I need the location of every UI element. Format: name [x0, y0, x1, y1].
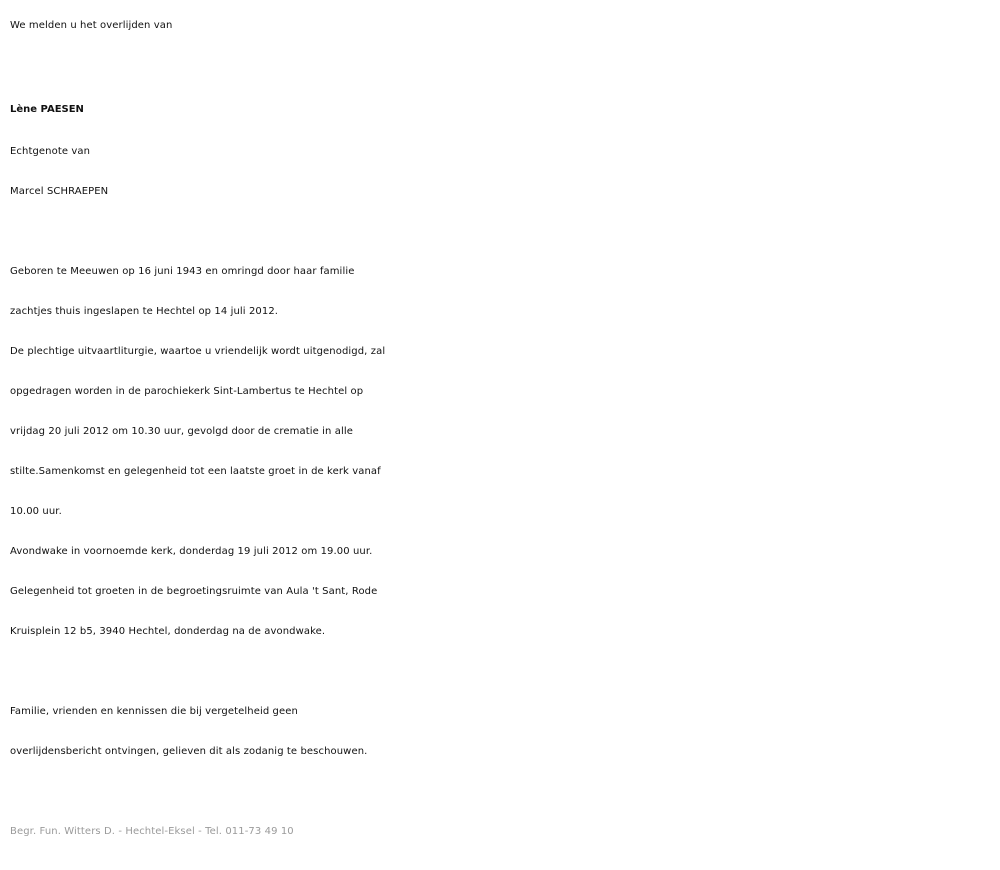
spacer [10, 772, 995, 812]
body-line: stilte.Samenkomst en gelegenheid tot een laatste groet in de kerk vanaf [10, 466, 381, 477]
closing-line: Familie, vrienden en kennissen die bij vergetelheid geen [10, 706, 298, 717]
body-line: Avondwake in voornoemde kerk, donderdag 19 juli 2012 om 19.00 uur. [10, 546, 373, 557]
funeral-home-footer: Begr. Fun. Witters D. - Hechtel-Eksel - Tel. 011-73 49 10 [10, 826, 294, 837]
intro-text: We melden u het overlijden van [10, 20, 173, 31]
spacer [10, 652, 995, 692]
body-line: 10.00 uur. [10, 506, 62, 517]
body-line: opgedragen worden in de parochiekerk Sint-Lambertus te Hechtel op [10, 386, 364, 397]
death-notice [10, 6, 995, 852]
deceased-name: Lène PAESEN [10, 104, 84, 115]
body-line: Kruisplein 12 b5, 3940 Hechtel, donderdag na de avondwake. [10, 626, 326, 637]
closing-paragraph [10, 692, 995, 772]
spouse-name: Marcel SCHRAEPEN [10, 186, 109, 197]
relation-text: Echtgenote van [10, 146, 91, 157]
body-line: vrijdag 20 juli 2012 om 10.30 uur, gevolgd door de crematie in alle [10, 426, 353, 437]
spacer [10, 212, 995, 252]
spacer [10, 46, 995, 86]
body-paragraph [10, 252, 995, 652]
body-line: zachtjes thuis ingeslapen te Hechtel op 14 juli 2012. [10, 306, 279, 317]
body-line: De plechtige uitvaartliturgie, waartoe u vriendelijk wordt uitgenodigd, zal [10, 346, 386, 357]
closing-line: overlijdensbericht ontvingen, gelieven dit als zodanig te beschouwen. [10, 746, 368, 757]
body-line: Geboren te Meeuwen op 16 juni 1943 en omringd door haar familie [10, 266, 355, 277]
body-line: Gelegenheid tot groeten in de begroetingsruimte van Aula 't Sant, Rode [10, 586, 378, 597]
